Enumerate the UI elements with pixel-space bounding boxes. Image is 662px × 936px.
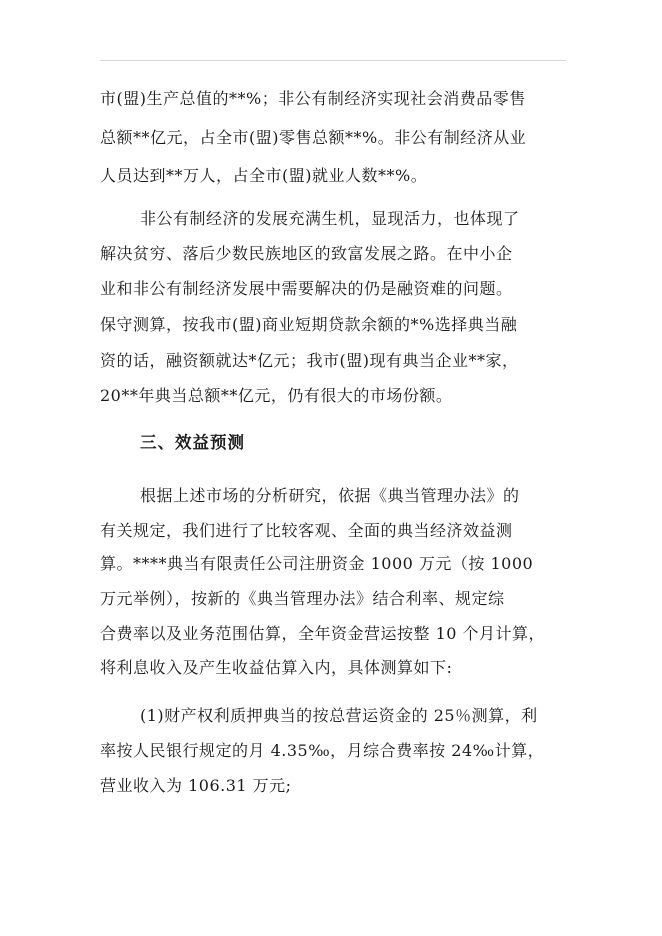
paragraph-2-line-1: 非公有制经济的发展充满生机，显现活力，也体现了 — [140, 209, 520, 228]
paragraph-2-line-5: 资的话，融资额就达*亿元；我市(盟)现有典当企业**家， — [100, 351, 519, 370]
paragraph-3-line-4: 万元举例），按新的《典当管理办法》结合利率、规定综 — [100, 589, 505, 608]
paragraph-4-line-1: (1)财产权利质押典当的按总营运资金的 25％测算，利 — [140, 706, 538, 725]
paragraph-1-line-1: 市(盟)生产总值的**%；非公有制经济实现社会消费品零售 — [100, 89, 526, 108]
paragraph-4-line-3: 营业收入为 106.31 万元; — [100, 776, 292, 795]
paragraph-3-line-1: 根据上述市场的分析研究，依据《典当管理办法》的 — [140, 486, 520, 505]
paragraph-2-line-2: 解决贫穷、落后少数民族地区的致富发展之路。在中小企 — [100, 244, 513, 263]
paragraph-3-line-2: 有关规定，我们进行了比较客观、全面的典当经济效益测 — [100, 521, 513, 540]
paragraph-2-line-4: 保守测算，按我市(盟)商业短期贷款余额的*%选择典当融 — [100, 315, 518, 334]
paragraph-3-line-6: 将利息收入及产生收益估算入内，具体测算如下: — [100, 658, 453, 677]
paragraph-4-line-2: 率按人民银行规定的月 4.35‰，月综合费率按 24‰计算， — [100, 741, 545, 760]
paragraph-2-line-3: 业和非公有制经济发展中需要解决的仍是融资难的问题。 — [100, 279, 513, 298]
paragraph-3-line-3: 算。****典当有限责任公司注册资金 1000 万元（按 1000 — [100, 554, 534, 573]
paragraph-1-line-2: 总额**亿元，占全市(盟)零售总额**%。非公有制经济从业 — [100, 128, 527, 147]
header-divider — [100, 60, 566, 61]
paragraph-1-line-3: 人员达到**万人，占全市(盟)就业人数**%。 — [100, 166, 428, 185]
paragraph-3-line-5: 合费率以及业务范围估算，全年资金营运按整 10 个月计算， — [100, 624, 546, 643]
paragraph-2-line-6: 20**年典当总额**亿元，仍有很大的市场份额。 — [100, 386, 453, 405]
section-heading: 三、效益预测 — [140, 433, 245, 452]
